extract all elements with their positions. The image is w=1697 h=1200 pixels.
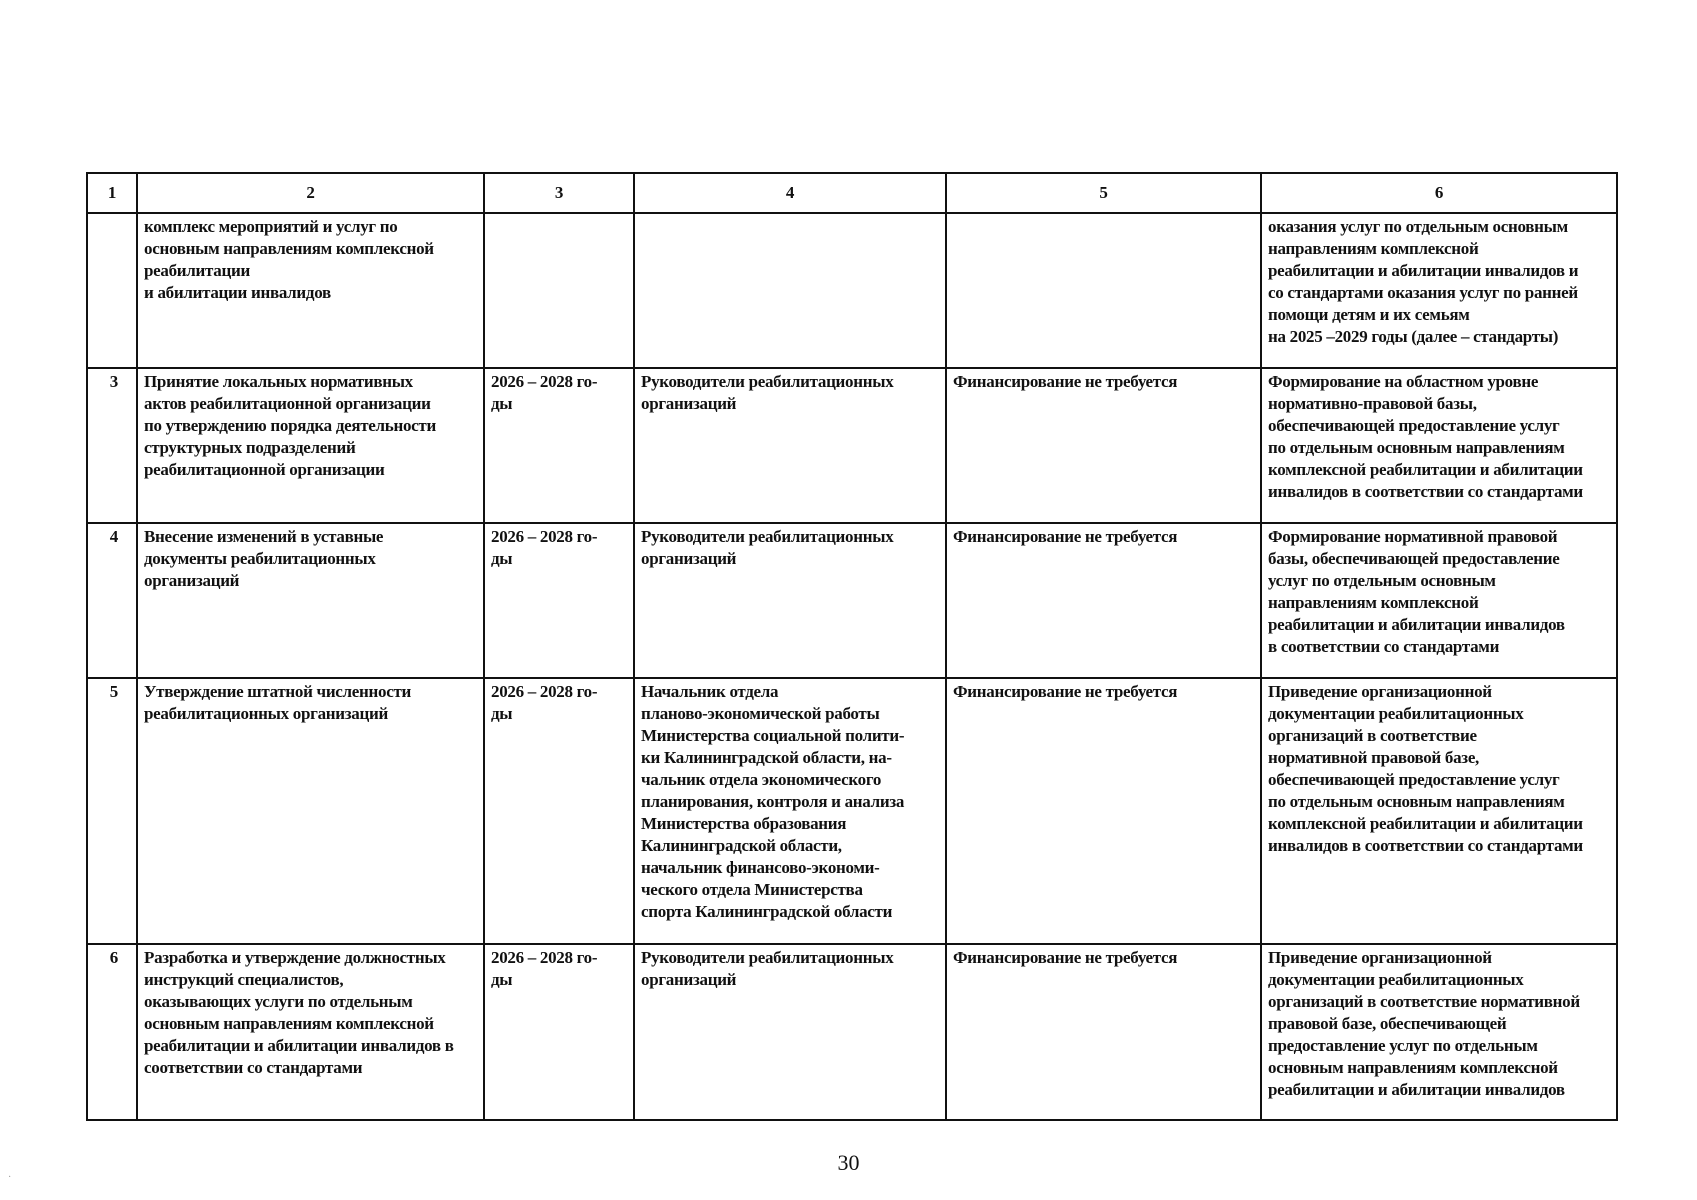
activity-cell: Утверждение штатной численности реабилитационных организаций xyxy=(137,678,484,944)
table-header-row xyxy=(87,173,1617,213)
table-row xyxy=(87,944,1617,1120)
period-cell: 2026 – 2028 го- ды xyxy=(484,368,634,523)
row-number: 4 xyxy=(87,523,137,678)
responsible-cell: Начальник отдела планово-экономической работы Министерства социальной полити- ки Калининградской области, на- чальник отдела экономического планирования, контроля и анализа Министерства образования Калининградской области, начальник финансово-экономи- ческого отдела Министерства спорта Калининградской области xyxy=(634,678,946,944)
result-cell: оказания услуг по отдельным основным направлениям комплексной реабилитации и абилитации инвалидов и со стандартами оказания услуг по ранней помощи детям и их семьям на 2025 –2029 годы (далее – стандарты) xyxy=(1261,213,1617,368)
row-number: 5 xyxy=(87,678,137,944)
column-header: 1 xyxy=(87,173,137,213)
result-cell: Формирование нормативной правовой базы, обеспечивающей предоставление услуг по отдельным основным направлениям комплексной реабилитации и абилитации инвалидов в соответствии со стандартами xyxy=(1261,523,1617,678)
financing-cell: Финансирование не требуется xyxy=(946,368,1261,523)
activity-cell: Разработка и утверждение должностных инструкций специалистов, оказывающих услуги по отдельным основным направлениям комплексной реабилитации и абилитации инвалидов в соответствии со стандартами xyxy=(137,944,484,1120)
responsible-cell: Руководители реабилитационных организаций xyxy=(634,523,946,678)
responsible-cell: Руководители реабилитационных организаций xyxy=(634,944,946,1120)
result-cell: Формирование на областном уровне нормативно-правовой базы, обеспечивающей предоставление услуг по отдельным основным направлениям комплексной реабилитации и абилитации инвалидов в соответствии со стандартами xyxy=(1261,368,1617,523)
scan-mark: · xyxy=(8,1172,12,1183)
column-header: 2 xyxy=(137,173,484,213)
column-header: 6 xyxy=(1261,173,1617,213)
financing-cell: Финансирование не требуется xyxy=(946,944,1261,1120)
financing-cell: Финансирование не требуется xyxy=(946,678,1261,944)
financing-cell: Финансирование не требуется xyxy=(946,523,1261,678)
table-row xyxy=(87,368,1617,523)
column-header: 5 xyxy=(946,173,1261,213)
activity-cell: Принятие локальных нормативных актов реабилитационной организации по утверждению порядка деятельности структурных подразделений реабилитационной организации xyxy=(137,368,484,523)
responsible-cell: Руководители реабилитационных организаций xyxy=(634,368,946,523)
responsible-cell xyxy=(634,213,946,368)
activity-cell: комплекс мероприятий и услуг по основным направлениям комплексной реабилитации и абилитации инвалидов xyxy=(137,213,484,368)
period-cell: 2026 – 2028 го- ды xyxy=(484,523,634,678)
activities-table xyxy=(86,172,1618,1121)
period-cell xyxy=(484,213,634,368)
column-header: 3 xyxy=(484,173,634,213)
page-number: 30 xyxy=(837,1150,860,1175)
row-number xyxy=(87,213,137,368)
activity-cell: Внесение изменений в уставные документы реабилитационных организаций xyxy=(137,523,484,678)
table-row xyxy=(87,213,1617,368)
result-cell: Приведение организационной документации реабилитационных организаций в соответствие нормативной правовой базе, обеспечивающей предоставление услуг по отдельным основным направлениям комплексной реабилитации и абилитации инвалидов в соответствии со стандартами xyxy=(1261,678,1617,944)
period-cell: 2026 – 2028 го- ды xyxy=(484,944,634,1120)
table-row xyxy=(87,678,1617,944)
table-row xyxy=(87,523,1617,678)
row-number: 6 xyxy=(87,944,137,1120)
financing-cell xyxy=(946,213,1261,368)
result-cell: Приведение организационной документации реабилитационных организаций в соответствие нормативной правовой базе, обеспечивающей предоставление услуг по отдельным основным направлениям комплексной реабилитации и абилитации инвалидов xyxy=(1261,944,1617,1120)
period-cell: 2026 – 2028 го- ды xyxy=(484,678,634,944)
column-header: 4 xyxy=(634,173,946,213)
row-number: 3 xyxy=(87,368,137,523)
